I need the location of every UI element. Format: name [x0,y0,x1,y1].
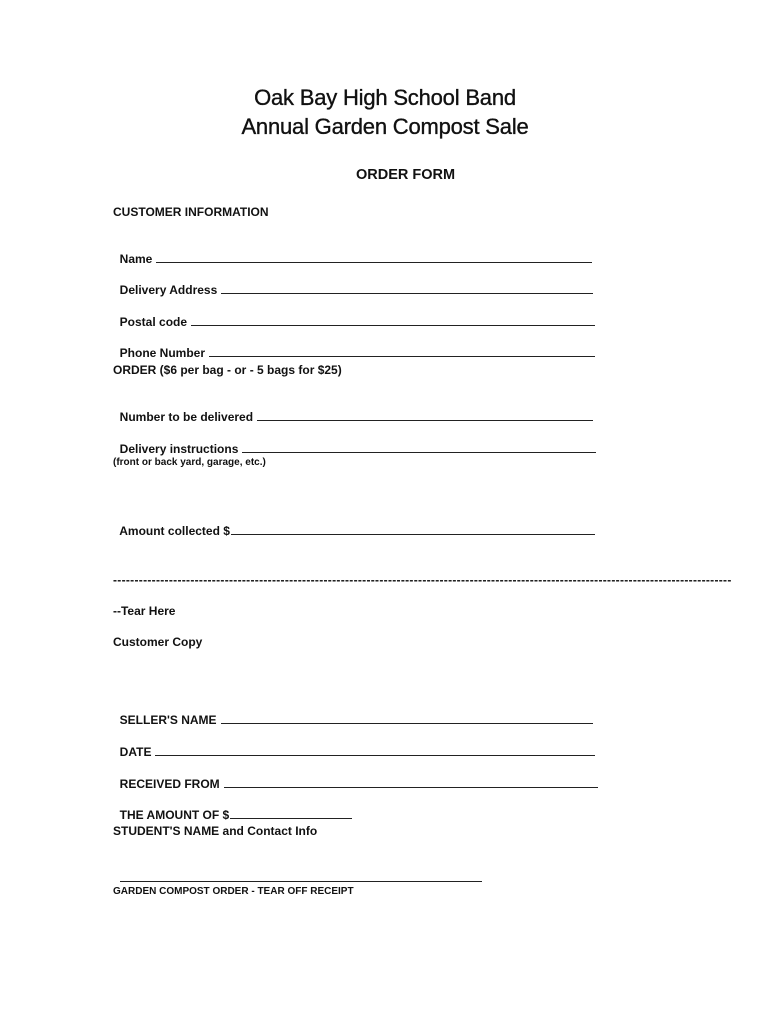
instructions-row [113,427,596,456]
title-line-1: Oak Bay High School Band [254,85,516,110]
phone-field[interactable] [209,345,595,357]
student-row [113,856,482,885]
date-label: DATE [119,745,152,759]
amount-field[interactable] [231,523,595,535]
customer-info-heading: CUSTOMER INFORMATION [113,205,269,219]
title-line-2: Annual Garden Compost Sale [241,114,529,139]
received-row [113,762,598,791]
received-field[interactable] [224,776,598,788]
amount-of-row [113,793,352,822]
number-label: Number to be delivered [119,410,254,424]
order-form-title: ORDER FORM [356,167,456,183]
received-label: RECEIVED FROM [119,777,220,791]
amount-of-field[interactable] [230,807,352,819]
date-row [113,730,595,759]
phone-row [113,331,595,360]
seller-row [113,698,593,727]
amount-row [113,509,595,538]
postal-field[interactable] [191,314,595,326]
instructions-field[interactable] [242,441,596,453]
customer-copy-label: Customer Copy [113,635,203,649]
receipt-footer: GARDEN COMPOST ORDER - TEAR OFF RECEIPT [113,886,354,897]
instructions-note: (front or back yard, garage, etc.) [113,457,266,468]
number-row [113,395,593,424]
name-row [113,237,592,266]
tear-here-label: --Tear Here [113,604,176,618]
amount-label: Amount collected $ [119,524,230,538]
student-field[interactable] [120,870,482,882]
tear-line: ------------------------------------------------------------------------------------------------------------------------------------------------ [113,573,732,587]
instructions-label: Delivery instructions [119,442,239,456]
postal-label: Postal code [119,315,188,329]
date-field[interactable] [155,744,595,756]
phone-label: Phone Number [119,346,206,360]
amount-of-label: THE AMOUNT OF $ [119,808,230,822]
name-field[interactable] [156,251,592,263]
name-label: Name [119,252,153,266]
student-label: STUDENT'S NAME and Contact Info [113,824,318,838]
address-row [113,268,593,297]
seller-field[interactable] [221,712,593,724]
postal-row [113,300,595,329]
seller-label: SELLER'S NAME [119,713,217,727]
order-pricing-label: ORDER ($6 per bag - or - 5 bags for $25) [113,363,342,377]
address-label: Delivery Address [119,283,218,297]
address-field[interactable] [221,282,593,294]
number-field[interactable] [257,409,593,421]
